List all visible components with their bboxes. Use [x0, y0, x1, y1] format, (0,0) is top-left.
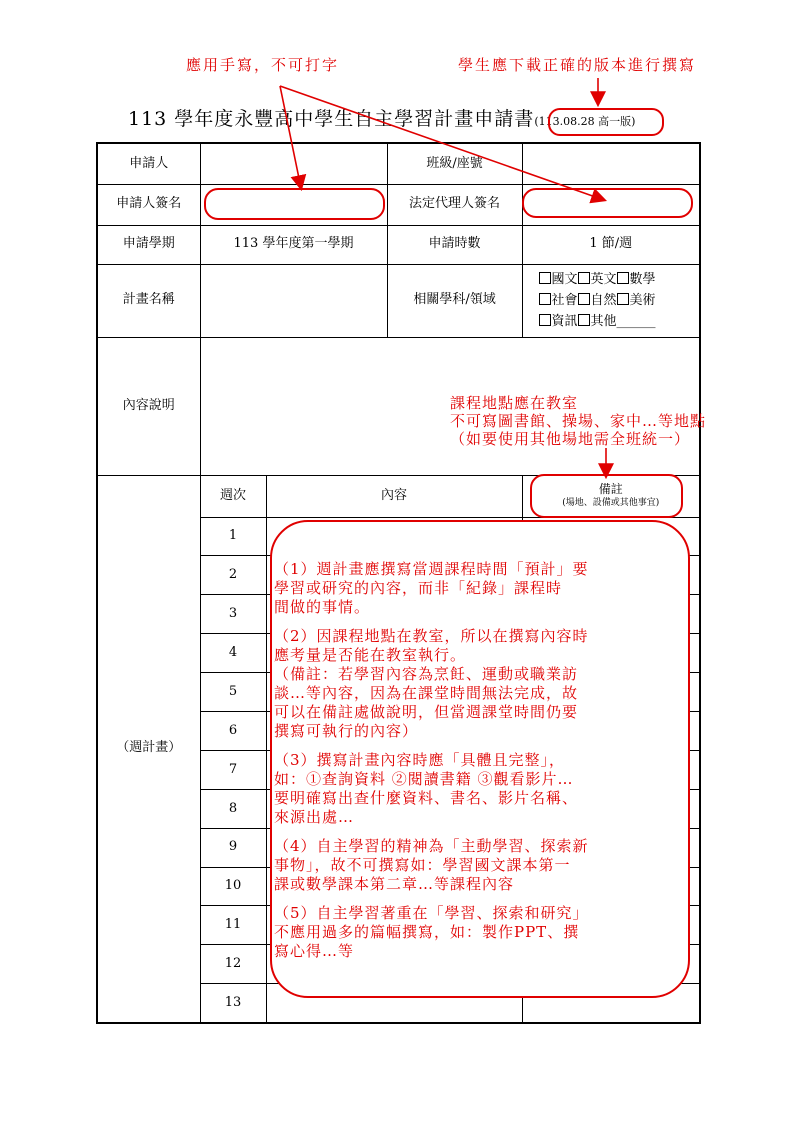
version-download-note: 學生應下載正確的版本進行撰寫 — [458, 56, 697, 74]
content-label: 內容說明 — [97, 337, 200, 475]
subject-label: 數學 — [629, 272, 656, 287]
week-number: 6 — [200, 711, 266, 750]
signature-label: 申請人簽名 — [97, 184, 200, 225]
hours-value: 1 節/週 — [522, 225, 700, 264]
week-number: 12 — [200, 945, 266, 984]
instruction-4: （4）自主學習的精神為「主動學習、探索新 事物」，故不可撰寫如：學習國文課本第一 課或數學課本第二章…等課程內容 — [274, 837, 589, 893]
week-number: 11 — [200, 906, 266, 945]
plan-name-label: 計畫名稱 — [97, 264, 200, 337]
applicant-label: 申請人 — [97, 143, 200, 184]
week-number: 9 — [200, 828, 266, 867]
subject-label: 社會 — [551, 293, 578, 308]
subject-label: 美術 — [629, 293, 656, 308]
arrow-to-guardian-signature — [280, 86, 604, 200]
guardian-signature-label: 法定代理人簽名 — [387, 184, 522, 225]
semester-label: 申請學期 — [97, 225, 200, 264]
week-number: 8 — [200, 789, 266, 828]
subject-label: 資訊 — [551, 314, 578, 329]
week-header: 週次 — [200, 475, 266, 517]
week-number: 13 — [200, 984, 266, 1023]
subject-label: 國文 — [551, 272, 578, 287]
week-number: 10 — [200, 867, 266, 906]
instruction-2: （2）因課程地點在教室，所以在撰寫內容時 應考量是否能在教室執行。 （備註：若學習內容為烹飪、運動或職業訪 談…等內容，因為在課堂時間無法完成，故 可以在備註處做說明，但當週課堂時間仍要 撰寫可執行的內容） — [274, 627, 589, 740]
week-number: 4 — [200, 634, 266, 673]
instruction-1: （1）週計畫應撰寫當週課程時間「預計」要 學習或研究的內容，而非「紀錄」課程時 間做的事情。 — [274, 560, 589, 616]
week-number: 5 — [200, 673, 266, 712]
subject-label: 英文 — [590, 272, 617, 287]
weekly-plan-label: （週計畫） — [97, 475, 200, 1023]
remark-title: 備註 — [598, 482, 623, 496]
week-number: 1 — [200, 517, 266, 556]
week-number: 7 — [200, 750, 266, 789]
version-label: (113.08.28 高一版) — [534, 115, 636, 128]
content-header: 內容 — [266, 475, 522, 517]
hours-label: 申請時數 — [387, 225, 522, 264]
week-number: 2 — [200, 556, 266, 595]
instruction-5: （5）自主學習著重在「學習、探索和研究」 不應用過多的篇幅撰寫，如：製作PPT、撰 寫心得…等 — [274, 904, 589, 960]
remark-subtitle: (場地、設備或其他事宜) — [562, 498, 660, 508]
semester-value: 113 學年度第一學期 — [200, 225, 387, 264]
title-text: 113 學年度永豐高中學生自主學習計畫申請書 — [128, 108, 535, 130]
week-number: 3 — [200, 595, 266, 634]
arrow-to-signature — [280, 86, 301, 188]
class-label: 班級/座號 — [387, 143, 522, 184]
subject-label: 其他______ — [590, 314, 656, 329]
venue-note: 課程地點應在教室 不可寫圖書館、操場、家中…等地點 （如要使用其他場地需全班統一） — [450, 394, 707, 448]
handwrite-note: 應用手寫，不可打字 — [186, 56, 340, 74]
instruction-3: （3）撰寫計畫內容時應「具體且完整」， 如：①查詢資料 ②閱讀書籍 ③觀看影片… 要明確寫出查什麼資料、書名、影片名稱、 來源出處… — [274, 751, 579, 826]
subject-label-cell: 相關學科/領域 — [387, 264, 522, 337]
subject-label: 自然 — [590, 293, 617, 308]
